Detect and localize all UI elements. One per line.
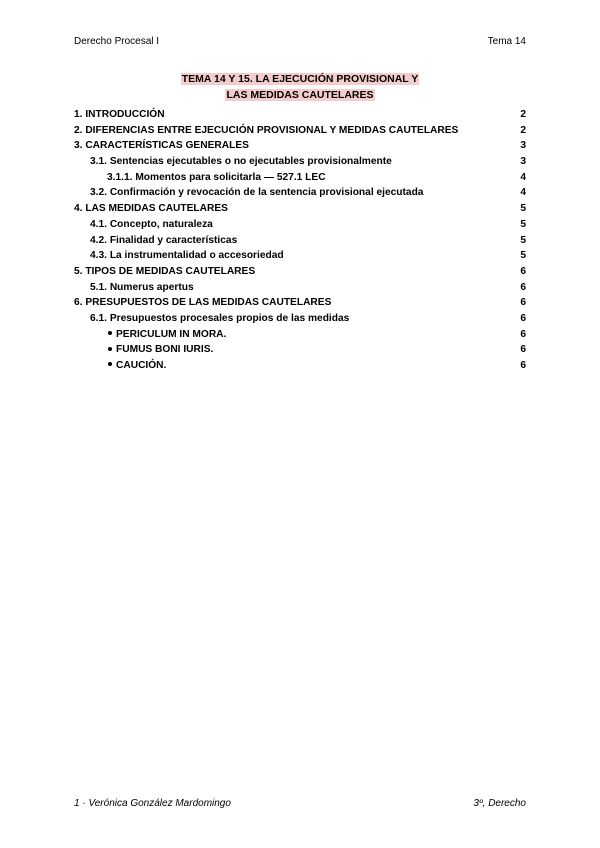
footer-course: 3º, Derecho bbox=[473, 798, 526, 809]
toc-entry-label bbox=[90, 248, 284, 264]
toc-entry-label bbox=[108, 327, 226, 343]
toc-entry-page: 3 bbox=[520, 156, 526, 168]
toc-entry-label bbox=[90, 154, 392, 170]
toc-entry-page: 6 bbox=[520, 312, 526, 324]
toc-entry-text: PERICULUM IN MORA. bbox=[116, 328, 227, 340]
toc-entry-text: 3.1.1. Momentos para solicitarla — 527.1 LEC bbox=[107, 171, 326, 183]
toc-entry-text: 1. INTRODUCCIÓN bbox=[74, 109, 165, 120]
toc-entry-page: 5 bbox=[520, 234, 526, 246]
toc-entry[interactable] bbox=[74, 217, 526, 233]
toc-entry[interactable] bbox=[74, 248, 526, 264]
toc-entry[interactable] bbox=[74, 201, 526, 217]
toc-entry-text: 4.2. Finalidad y características bbox=[90, 234, 238, 246]
toc-entry-label bbox=[108, 342, 213, 358]
toc-entry[interactable] bbox=[74, 185, 526, 201]
toc-entry[interactable] bbox=[74, 123, 526, 139]
toc-entry-label bbox=[74, 138, 249, 154]
toc-entry-text: 5. TIPOS DE MEDIDAS CAUTELARES bbox=[74, 265, 256, 277]
header-topic: Tema 14 bbox=[487, 36, 526, 47]
page-footer bbox=[74, 798, 526, 812]
toc-entry-text: 6. PRESUPUESTOS DE LAS MEDIDAS CAUTELARES bbox=[74, 297, 332, 309]
toc-entry[interactable] bbox=[74, 107, 526, 123]
toc-entry-text: 4.3. La instrumentalidad o accesoriedad bbox=[90, 250, 284, 262]
toc-entry[interactable] bbox=[74, 170, 526, 186]
toc-entry-page: 6 bbox=[520, 328, 526, 340]
toc-entry[interactable] bbox=[74, 233, 526, 249]
toc-entry-label bbox=[90, 233, 237, 249]
toc-entry-page: 5 bbox=[520, 250, 526, 262]
footer-author: 1 · Verónica González Mardomingo bbox=[74, 798, 231, 809]
toc-entry-page: 5 bbox=[520, 218, 526, 230]
toc-entry-text: 5.1. Numerus apertus bbox=[90, 281, 194, 293]
toc-entry-label bbox=[108, 358, 166, 374]
toc-entry-page: 3 bbox=[520, 140, 526, 152]
toc-entry[interactable] bbox=[74, 280, 526, 296]
header-course: Derecho Procesal I bbox=[74, 36, 160, 47]
toc-entry-page: 5 bbox=[520, 203, 526, 215]
toc-entry-label bbox=[90, 217, 213, 233]
table-of-contents bbox=[74, 107, 526, 374]
bullet-icon bbox=[108, 362, 112, 366]
toc-entry-label bbox=[90, 185, 423, 201]
toc-entry-label bbox=[74, 107, 165, 123]
toc-entry-page: 2 bbox=[520, 109, 526, 120]
toc-entry-page: 4 bbox=[520, 187, 526, 199]
toc-entry-text: 2. DIFERENCIAS ENTRE EJECUCIÓN PROVISIONAL Y MEDIDAS CAUTELARES bbox=[74, 124, 459, 136]
document-title bbox=[0, 71, 600, 103]
toc-entry-page: 6 bbox=[520, 344, 526, 356]
toc-entry-label bbox=[74, 201, 228, 217]
toc-entry-page: 6 bbox=[520, 360, 526, 371]
toc-entry-label bbox=[74, 295, 331, 311]
toc-entry-page: 6 bbox=[520, 281, 526, 293]
bullet-icon bbox=[108, 331, 112, 335]
toc-entry[interactable] bbox=[74, 154, 526, 170]
page-header bbox=[74, 36, 526, 50]
toc-entry-page: 6 bbox=[520, 297, 526, 309]
toc-entry-label bbox=[107, 170, 326, 186]
toc-entry[interactable] bbox=[74, 295, 526, 311]
toc-entry-label bbox=[74, 264, 255, 280]
toc-entry-text: 4. LAS MEDIDAS CAUTELARES bbox=[74, 203, 228, 215]
toc-entry-text: 4.1. Concepto, naturaleza bbox=[90, 218, 213, 230]
toc-entry-text: 6.1. Presupuestos procesales propios de las medidas bbox=[90, 312, 350, 324]
toc-entry[interactable] bbox=[74, 138, 526, 154]
toc-entry-label bbox=[74, 123, 458, 139]
toc-entry-text: 3.1. Sentencias ejecutables o no ejecutables provisionalmente bbox=[90, 156, 392, 168]
toc-entry-label bbox=[90, 280, 194, 296]
toc-entry-text: 3.2. Confirmación y revocación de la sentencia provisional ejecutada bbox=[90, 187, 424, 199]
title-line-1: TEMA 14 Y 15. LA EJECUCIÓN PROVISIONAL Y bbox=[181, 73, 419, 85]
toc-entry-text: CAUCIÓN. bbox=[116, 360, 167, 371]
toc-entry-page: 6 bbox=[520, 265, 526, 277]
toc-entry-label bbox=[90, 311, 349, 327]
toc-entry[interactable] bbox=[74, 264, 526, 280]
title-line-2: LAS MEDIDAS CAUTELARES bbox=[226, 89, 374, 101]
toc-entry[interactable] bbox=[74, 327, 526, 343]
toc-entry-page: 4 bbox=[520, 171, 526, 183]
toc-entry-text: FUMUS BONI IURIS. bbox=[116, 344, 214, 356]
toc-entry[interactable] bbox=[74, 311, 526, 327]
bullet-icon bbox=[108, 347, 112, 351]
toc-entry[interactable] bbox=[74, 342, 526, 358]
toc-entry-text: 3. CARACTERÍSTICAS GENERALES bbox=[74, 140, 249, 152]
toc-entry-page: 2 bbox=[520, 124, 526, 136]
toc-entry[interactable] bbox=[74, 358, 526, 374]
